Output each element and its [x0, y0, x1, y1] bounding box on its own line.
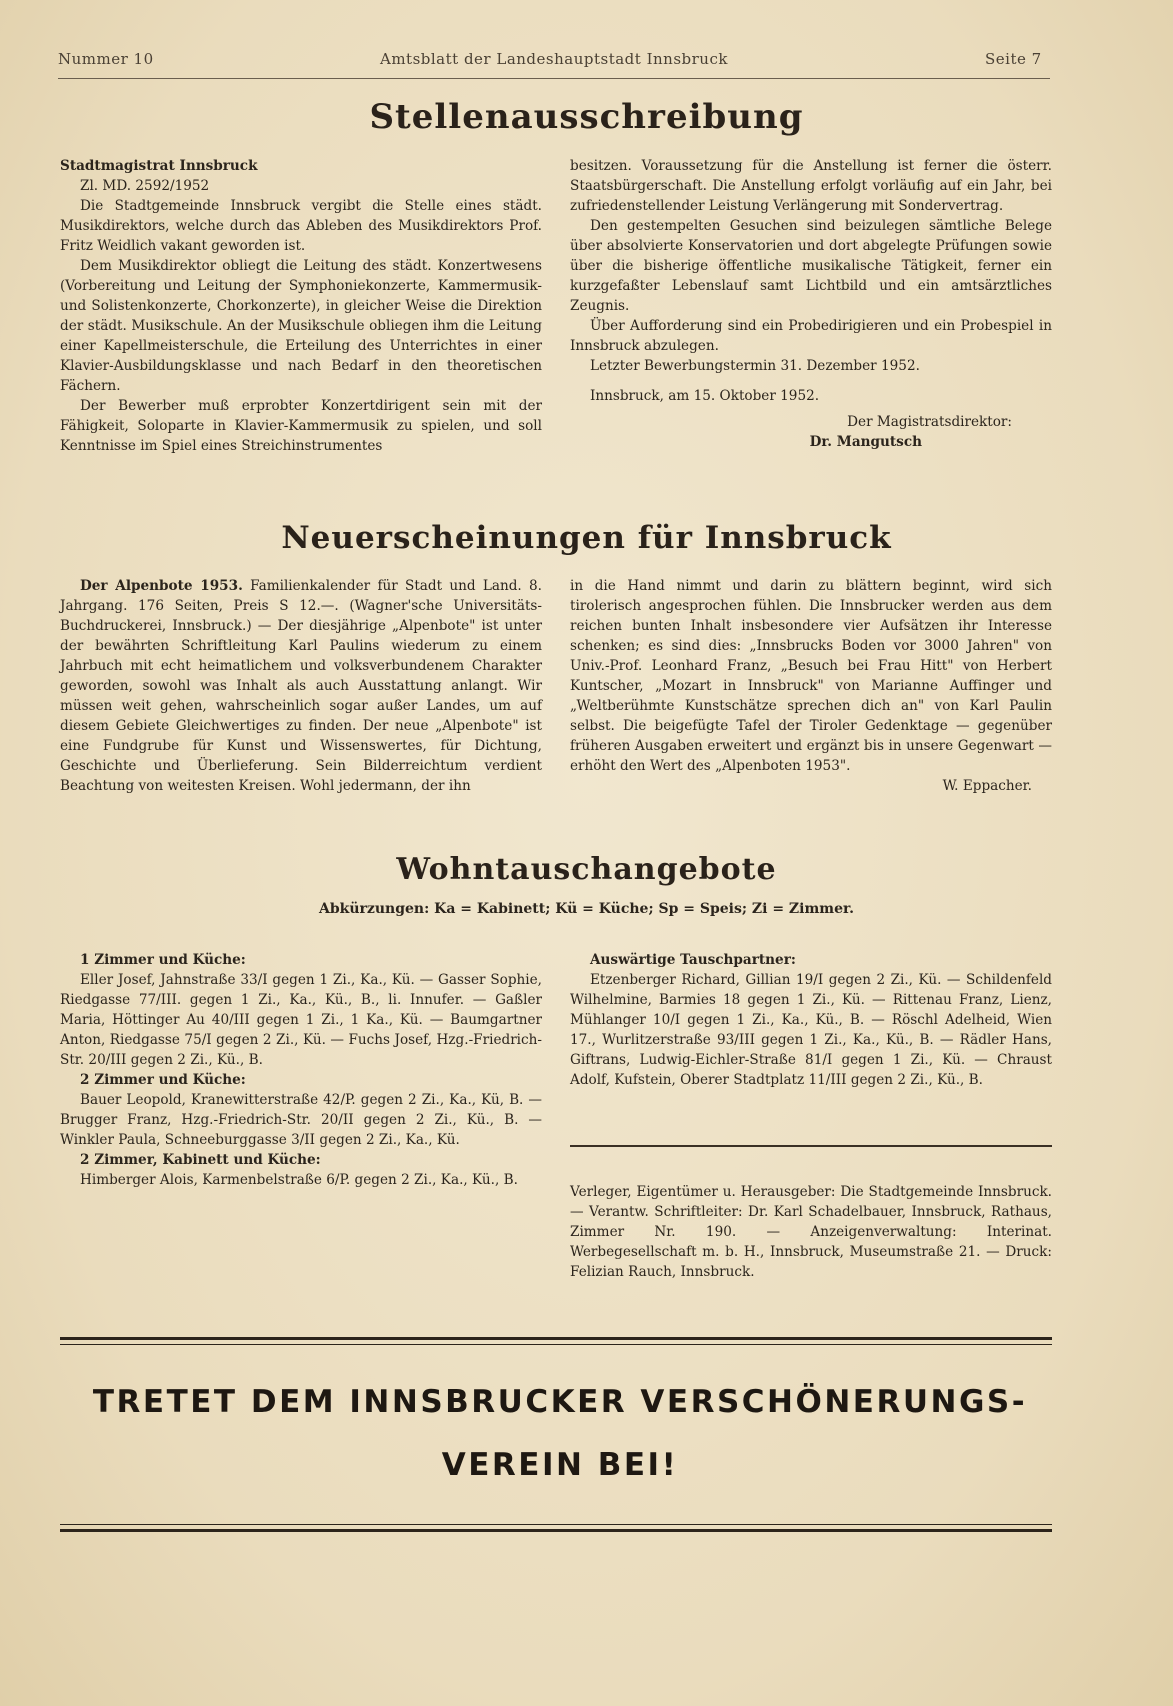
page-number: Seite 7: [985, 50, 1042, 68]
stellen-paragraph: Dem Musikdirektor obliegt die Leitung des städt. Konzertwesens (Vorbereitung und Leitung der Symphoniekonzerte, Kammermusik- und Solistenkonzerte, Chorkonzerte), in gleicher Weise die Direktion der städt. Musikschule. An der Musikschule obliegen ihm die Leitung einer Kapellmeisterschule, die Erteilung des Unterrichtes in einer Klavier-Ausbildungsklasse und nach Bedarf in den theoretischen Fächern.: [60, 258, 542, 394]
imprint: [570, 1182, 1052, 1282]
stellen-right-column: [570, 156, 1052, 452]
wohn-right-column: [570, 950, 1052, 1090]
wohn-listing: Etzenberger Richard, Gillian 19/I gegen 2 Zi., Kü. — Schildenfeld Wilhelmine, Barmies 18 gegen 1 Zi., Kü. — Rittenau Franz, Lienz, Mühlanger 10/I gegen 1 Zi., Ka., Kü., B. — Röschl Adelheid, Wien 17., Wurlitzerstraße 93/III gegen 1 Zi., Ka., Kü., B. — Rädler Hans, Giftrans, Ludwig-Eichler-Straße 81/I gegen 1 Zi., Kü. — Chraust Adolf, Kufstein, Oberer Stadtplatz 11/III gegen 2 Zi., Kü., B.: [570, 972, 1052, 1088]
wohn-category-heading: 1 Zimmer und Küche:: [80, 952, 246, 968]
banner-bottom-rule: [60, 1529, 1052, 1532]
signer-title: Der Magistratsdirektor:: [847, 414, 1012, 430]
wohn-category-heading: 2 Zimmer und Küche:: [80, 1072, 246, 1088]
imprint-rule: [570, 1145, 1052, 1147]
wohn-left-column: [60, 950, 542, 1190]
stellen-paragraph: besitzen. Voraussetzung für die Anstellung ist ferner die österr. Staatsbürgerschaft. Die Anstellung erfolgt vorläufig auf ein Jahr, bei zufriedenstellender Leistung Verlängerung mit Sondervertrag.: [570, 158, 1052, 214]
stellen-date: Innsbruck, am 15. Oktober 1952.: [590, 388, 820, 404]
stellen-left-column: [60, 156, 542, 456]
publication-title: Amtsblatt der Landeshauptstadt Innsbruck: [380, 50, 728, 68]
wohn-listing: Eller Josef, Jahnstraße 33/I gegen 1 Zi., Ka., Kü. — Gasser Sophie, Riedgasse 77/III. gegen 1 Zi., Ka., Kü., B., li. Innufer. — Gaßler Maria, Höttinger Au 40/III gegen 1 Zi., 1 Ka., Kü. — Baumgartner Anton, Riedgasse 75/I gegen 2 Zi., Kü. — Fuchs Josef, Hzg.-Friedrich-Str. 20/III gegen 2 Zi., Kü., B.: [60, 972, 542, 1068]
neu-book-title: Der Alpenbote 1953.: [80, 578, 243, 594]
neu-right-column: [570, 576, 1052, 796]
imprint-text: Verleger, Eigentümer u. Herausgeber: Die Stadtgemeinde Innsbruck. — Verantw. Schriftleiter: Dr. Karl Schadelbauer, Innsbruck, Rathaus, Zimmer Nr. 190. — Anzeigenverwaltung: Interinat. Werbegesellschaft m. b. H., Innsbruck, Museumstraße 21. — Druck: Felizian Rauch, Innsbruck.: [570, 1184, 1052, 1280]
neu-review-continued: in die Hand nimmt und darin zu blättern beginnt, wird sich tirolerisch angesprochen fühlen. Die Innsbrucker werden aus dem reichen bunten Inhalt insbesondere vier Aufsätzen ihr Interesse schenken; es sind dies: „Innsbrucks Boden vor 3000 Jahren" von Univ.-Prof. Leonhard Franz, „Besuch bei Frau Hitt" von Herbert Kuntscher, „Mozart in Innsbruck" von Marianne Auffinger und „Weltberühmte Kunstschätze sprechen dich an" von Karl Paulin selbst. Die beigefügte Tafel der Tiroler Gedenktage — gegenüber früheren Ausgaben erweitert und ergänzt bis in unsere Gegenwart — erhöht den Wert des „Alpenboten 1953".: [570, 578, 1052, 774]
banner-top-rule: [60, 1337, 1052, 1340]
banner-top-rule-thin: [60, 1344, 1052, 1345]
wohn-category-heading: Auswärtige Tauschpartner:: [590, 952, 796, 968]
issue-number: Nummer 10: [58, 50, 154, 68]
stellen-authority: Stadtmagistrat Innsbruck: [60, 158, 258, 174]
neu-title: Neuerscheinungen für Innsbruck: [281, 520, 892, 556]
wohn-listing: Himberger Alois, Karmenbelstraße 6/P. gegen 2 Zi., Ka., Kü., B.: [80, 1172, 518, 1188]
stellen-reference: Zl. MD. 2592/1952: [80, 178, 210, 194]
signer-name: Dr. Mangutsch: [809, 434, 922, 450]
abbreviations-legend: Abkürzungen: Ka = Kabinett; Kü = Küche; Sp = Speis; Zi = Zimmer.: [319, 901, 854, 917]
neu-author: W. Eppacher.: [942, 778, 1032, 794]
wohn-listing: Bauer Leopold, Kranewitterstraße 42/P. gegen 2 Zi., Ka., Kü, B. — Brugger Franz, Hzg.-Friedrich-Str. 20/II gegen 2 Zi., Kü., B. — Winkler Paula, Schneeburggasse 3/II gegen 2 Zi., Ka., Kü.: [60, 1092, 542, 1148]
stellen-paragraph: Die Stadtgemeinde Innsbruck vergibt die Stelle eines städt. Musikdirektors, welche durch das Ableben des Musikdirektors Prof. Fritz Weidlich vakant geworden ist.: [60, 198, 542, 254]
wohn-category-heading: 2 Zimmer, Kabinett und Küche:: [80, 1152, 321, 1168]
banner-bottom-rule-thin: [60, 1524, 1052, 1525]
neu-review-text: Familienkalender für Stadt und Land. 8. Jahrgang. 176 Seiten, Preis S 12.—. (Wagner'sche Universitäts-Buchdruckerei, Innsbruck.) — Der diesjährige „Alpenbote" ist unter der bewährten Schriftleitung Karl Paulins wiederum zu einem Jahrbuch mit echt heimatlichem und volksverbundenem Charakter geworden, sowohl was Inhalt als auch Ausstattung anlangt. Wir müssen weit gehen, wahrscheinlich sogar außer Landes, um auf diesem Gebiete Gleichwertiges zu finden. Der neue „Alpenbote" ist eine Fundgrube für Kunst und Wissenswertes, für Dichtung, Geschichte und Überlieferung. Sein Bilderreichtum verdient Beachtung von weitesten Kreisen. Wohl jedermann, der ihn: [60, 578, 542, 794]
stellen-paragraph: Der Bewerber muß erprobter Konzertdirigent sein mit der Fähigkeit, Soloparte in Klavier-Kammermusik zu spielen, und soll Kenntnisse im Spiel eines Streichinstrumentes: [60, 398, 542, 454]
wohn-title: Wohntauschangebote: [396, 852, 777, 887]
header-rule: [58, 78, 1050, 79]
stellen-paragraph: Über Aufforderung sind ein Probedirigieren und ein Probespiel in Innsbruck abzulegen.: [570, 318, 1052, 354]
banner-line-1: TRETET DEM INNSBRUCKER VERSCHÖNERUNGS-: [92, 1384, 1028, 1420]
banner-line-2: VEREIN BEI!: [441, 1447, 679, 1483]
neu-left-column: [60, 576, 542, 796]
stellen-paragraph: Den gestempelten Gesuchen sind beizulegen sämtliche Belege über absolvierte Konservatorien und dort abgelegte Prüfungen sowie über die bisherige öffentliche musikalische Tätigkeit, ferner ein kurzgefaßter Lebenslauf samt Lichtbild und ein amtsärztliches Zeugnis.: [570, 218, 1052, 314]
stellen-title: Stellenausschreibung: [369, 97, 804, 137]
stellen-paragraph: Letzter Bewerbungstermin 31. Dezember 1952.: [590, 358, 920, 374]
